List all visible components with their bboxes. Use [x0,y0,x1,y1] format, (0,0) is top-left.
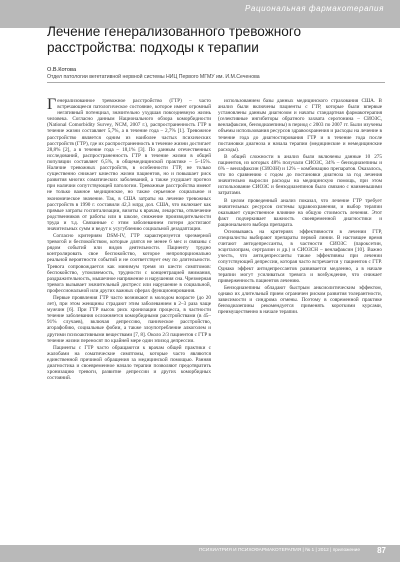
paragraph: Основываясь на критериях эффективности в лечении ГТР, специалисты выбирают препараты первой линии. В настоящее время считают антидепрессанты, в частности СИОЗС (пароксетин, эсциталопрам, сертралин и др.) и СИОЗСН – венлафаксин [10]. Важно учесть, что антидепрессанты также эффективны при лечении сопутствующей депрессии, которая часто встречается у пациентов с ГТР. Однако эффект антидепрессантов развивается медленно, а в начале терапии могут усиливаться тревога и возбуждение, что снижает приверженность пациентов лечению. [218,228,382,284]
article-author: О.В.Котова [47,67,77,73]
body-column-left [47,98,211,518]
article-title: Лечение генерализованного тревожного расстройства: подходы к терапии [47,24,302,55]
author-affiliation: Отдел патологии вегетативной нервной системы НИЦ Первого МГМУ им. И.М.Сеченова [47,74,260,80]
page-number: 87 [377,546,386,555]
paragraph: Первые проявления ГТР часто возникают в молодом возрасте (до 20 лет), при этом женщины страдают этим заболеванием в 2–3 раза чаще мужчин [6]. При ГТР высок риск хронизации процесса, в частности течение заболевания осложняется коморбидными расстройствами (в 45–91% случаев), включая депрессию, паническое расстройство, агорафобию, социальные фобии, а также злоупотребление алкоголем и другими психоактивными веществами [7, 8]. Около 2/3 пациентов с ГТР в течение жизни переносят по крайней мере один эпизод депрессии. [47,295,211,344]
paragraph: В общей сложности в анализ были включены данные 10 275 пациентов, из которых 48% получали СИОЗС, 34% – бензодиазепины и 6% – венлафаксин (СИОЗН) и 12% – комбинацию препаратов. Оказалось, что по сравнению с годом до постановки диагноза за год лечения значительно выросли расходы на медицинскую помощь, при этом использование СИОЗС и бензодиазепинов было связано с наименьшими затратами. [218,153,382,197]
paragraph: Согласно критериям DSM-IV, ГТР характеризуется чрезмерной тревогой и беспокойством, которые длятся не менее 6 мес и связаны с рядом событий или видов деятельности. Пациенту трудно контролировать свое беспокойство, которое непропорционально реальной вероятности событий и не соответствует ему по длительности. Тревога сопровождается как минимум тремя из шести симптомов: беспокойство, утомляемость, трудности с концентрацией внимания, раздражительность, мышечное напряжение и нарушения сна. Чрезмерная тревога вызывает значительный дистресс или нарушение в социальной, профессиональной или других важных сферах функционирования. [47,233,211,294]
title-divider [47,82,385,83]
paragraph: использованием базы данных медицинского страхования США. В анализ были включены пациенты с ГТР, которые были впервые установлены данным диагнозом и начаты стандартная фармакотерапия (селективные ингибиторы обратного захвата серотонина – СИОЗС, венлафаксин, бензодиазепины) в период с 2003 по 2007 гг. Были изучены объемы использования ресурсов здравоохранения и расходы на лечение в течение года до диагностирования ГТР и в течение года после постановки диагноза и начала терапии (медицинские и немедицинские расходы). [218,98,382,153]
paragraph: В целом проведенный анализ показал, что лечение ГТР требует значительных ресурсов системы здравоохранения, и выбор терапии оказывает существенное влияние на общую стоимость лечения. Этот факт подчеркивает важность своевременной диагностики и рационального выбора препарата. [218,197,382,228]
paragraph: Пациенты с ГТР часто обращаются к врачам общей практики с жалобами на соматические симптомы, которые часто являются единственной причиной обращения за медицинской помощью. Ранняя диагностика и своевременное начало терапии позволяют предотвратить хронизацию тревоги, развитие депрессии и других коморбидных состояний. [47,344,211,382]
journal-footer-text: ПСИХИАТРИЯ И ПСИХОФАРМАКОТЕРАПИЯ | № 1 | 2012 | приложение [198,548,360,553]
page-footer [0,545,400,562]
drop-cap: Г [47,98,57,113]
paragraph: Генерализованное тревожное расстройство (ГТР) – часто встречающееся патологическое состояние, которое имеет огромный негативный потенциал, значительно ухудшая повседневную жизнь человека. Согласно данным Национального обзора коморбидности (National Comorbidity Survey, NCM, 2007 г.), распространенность ГТР в течение жизни составляет 5,7%, а в течение года – 2,7% [1]. Тревожное расстройство является одним из наиболее частых психических расстройств (ГТР), где их распространенность в течение жизни достигает 28,8% [2], а в течение года – 18,1% [3]. По данным отечественных исследований, распространенность ГТР в течение жизни в общей популяции составляет 6,5%, в общемедицинской практике – 5–15%. Наличие тревожных расстройств, в особенности ГТР, не только существенно снижает качество жизни пациентов, но и повышает риск развития многих соматических заболеваний, а также ухудшает прогноз при наличии сопутствующей патологии. Тревожные расстройства имеют не только важное медицинское, но также серьезное социальное и экономическое значение. Так, в США затраты на лечение тревожных расстройств в 1990 г. составили 42,3 млрд дол. США, что включает как прямые затраты госпитализации, визиты к врачам, лекарства, отвлечение родственников от работы или в школе, снижение производительности труда и т.д. Связанные с этим заболеванием потери достигают значительных сумм и ведут к усугублению социальной дезадаптации. [47,98,211,232]
paragraph: Бензодиазепины обладают быстрым анксиолитическим эффектом, однако их длительный прием ограничен риском развития толерантности, зависимости и синдрома отмены. Поэтому в современной практике бензодиазепины рекомендуется применять короткими курсами, преимущественно в начале терапии. [218,284,382,316]
section-title: Рациональная фармакотерапия [245,4,384,13]
body-column-right [218,98,382,518]
